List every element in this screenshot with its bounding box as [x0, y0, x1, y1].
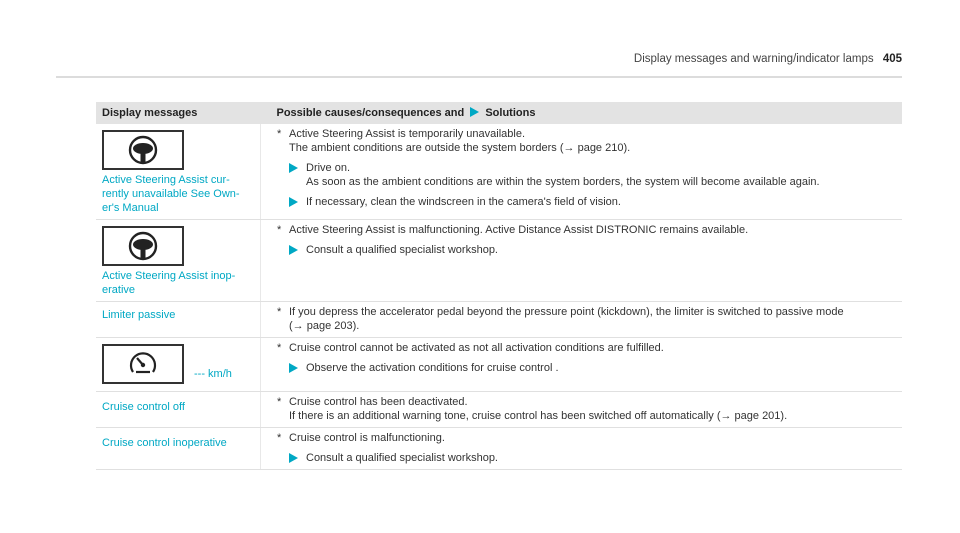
cause-detail: (→ page 203). — [289, 320, 360, 332]
table-row — [96, 220, 902, 302]
cause-text: Cruise control cannot be activated as not all activation conditions are fulfilled. — [289, 342, 664, 354]
table-row — [96, 124, 902, 220]
message-text: Cruise control inoperative — [102, 437, 227, 449]
col-header-messages: Display messages — [96, 102, 261, 124]
solution-text: Consult a qualified specialist workshop. — [306, 244, 498, 256]
speedometer-icon — [102, 344, 184, 384]
page-header — [634, 53, 902, 65]
solution-arrow-icon — [289, 453, 298, 463]
display-messages-table — [96, 102, 902, 470]
solution-arrow-icon — [289, 245, 298, 255]
table-row — [96, 392, 902, 428]
header-title: Display messages and warning/indicator lamps — [633, 53, 874, 65]
cause-text: Cruise control is malfunctioning. — [289, 432, 445, 444]
cause-star: * — [277, 224, 282, 236]
page-number: 405 — [882, 53, 902, 65]
solution-detail: As soon as the ambient conditions are within the system borders, the system will become available again. — [306, 176, 820, 188]
cause-star: * — [277, 306, 282, 318]
cause-star: * — [277, 432, 282, 444]
cause-star: * — [277, 342, 282, 354]
col-header-causes — [261, 102, 903, 124]
cause-star: * — [277, 396, 282, 408]
solution-arrow-icon — [289, 163, 298, 173]
table-row — [96, 302, 902, 338]
table-row — [96, 338, 902, 392]
col-header-causes-label: Possible causes/consequences and — [276, 107, 465, 119]
solution-text: Drive on. — [306, 162, 351, 174]
solution-text: If necessary, clean the windscreen in the camera's field of vision. — [306, 196, 621, 208]
steering-wheel-icon — [102, 130, 184, 170]
table-row — [96, 428, 902, 470]
solution-text: Observe the activation conditions for cruise control . — [306, 362, 559, 374]
steering-wheel-icon — [102, 226, 184, 266]
message-text: Limiter passive — [102, 309, 176, 321]
solution-arrow-icon — [289, 363, 298, 373]
cause-text: Active Steering Assist is temporarily unavailable. — [289, 128, 525, 140]
message-text: Active Steering Assist cur-rently unavailable See Own-er's Manual — [102, 174, 240, 214]
message-text: Cruise control off — [102, 401, 185, 413]
cause-text: Cruise control has been deactivated. — [289, 396, 468, 408]
cause-detail: If there is an additional warning tone, cruise control has been switched off automatically (→ page 201). — [289, 410, 788, 422]
solution-text: Consult a qualified specialist workshop. — [306, 452, 498, 464]
header-rule — [56, 76, 902, 78]
cause-text: Active Steering Assist is malfunctioning. Active Distance Assist DISTRONIC remains available. — [289, 224, 749, 236]
solution-arrow-icon — [470, 107, 479, 117]
cause-text: If you depress the accelerator pedal beyond the pressure point (kickdown), the limiter is switched to passive mode — [289, 306, 844, 318]
solution-arrow-icon — [289, 197, 298, 207]
col-header-solutions-label: Solutions — [485, 107, 536, 119]
cause-star: * — [277, 128, 282, 140]
cause-detail: The ambient conditions are outside the system borders (→ page 210). — [289, 142, 631, 154]
speed-readout: --- km/h — [194, 368, 232, 380]
message-text: Active Steering Assist inop-erative — [102, 270, 236, 296]
table-header-row — [96, 102, 902, 124]
